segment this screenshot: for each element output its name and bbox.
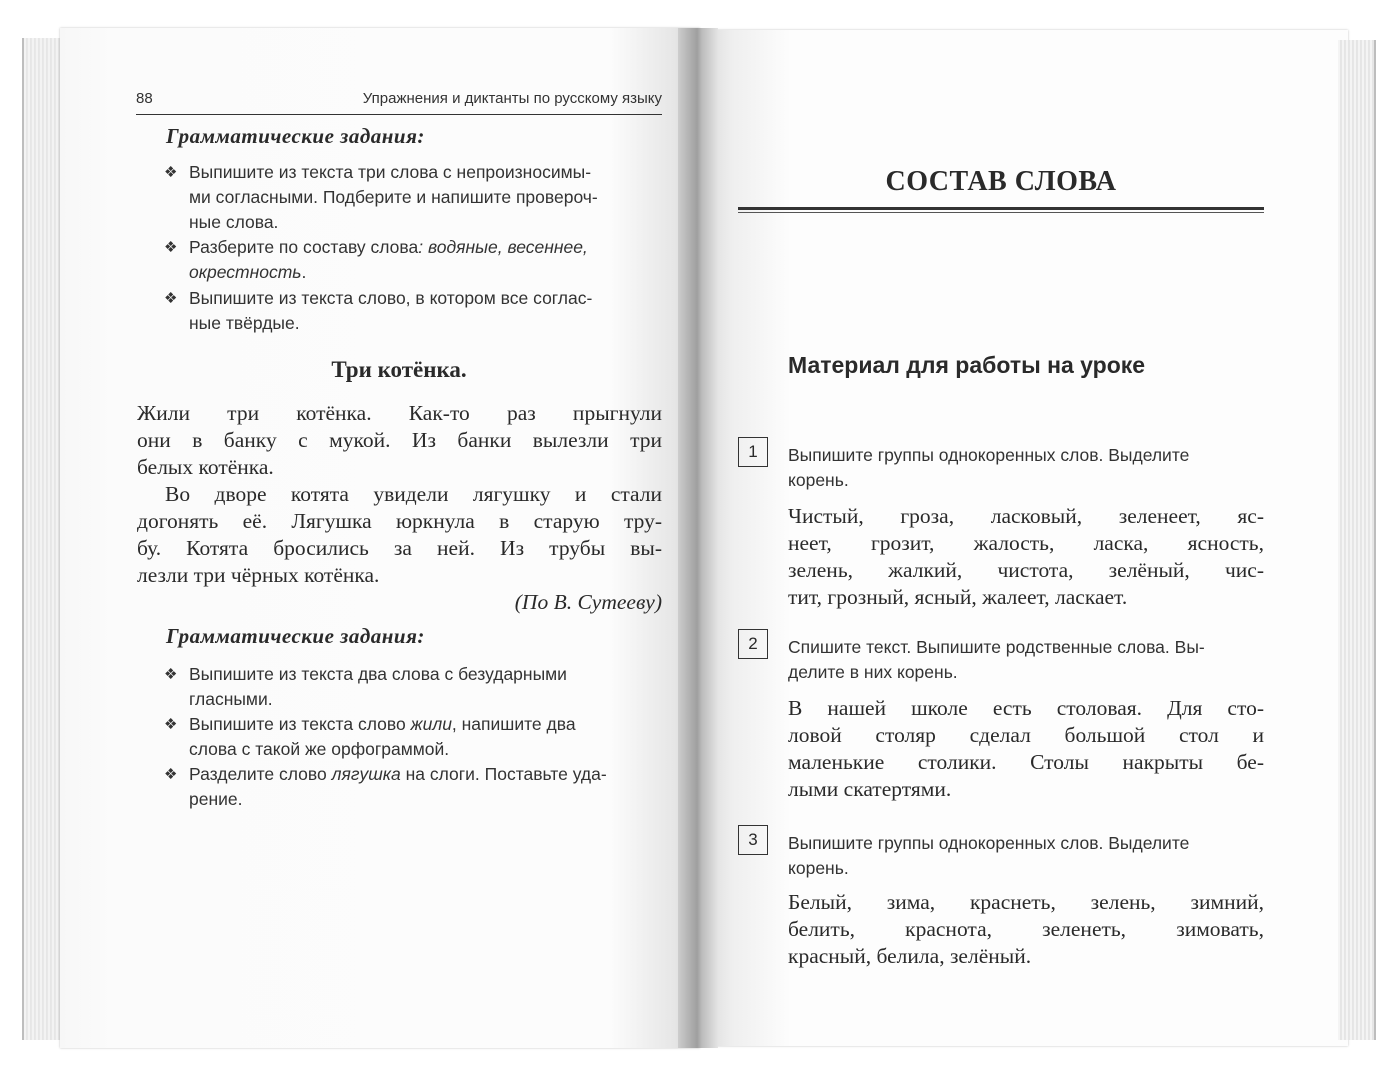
section-rule-thin (738, 212, 1264, 213)
grammar-tasks-heading-2: Грамматические задания: (166, 624, 425, 648)
story-author: (По В. Сутееву) (514, 590, 662, 614)
exercise-number-3: 3 (738, 825, 768, 855)
grammar-task-4: ❖ Выпишите из текста два слова с безударными гласными. (164, 664, 567, 709)
right-page-edges (1338, 40, 1376, 1040)
bullet-icon: ❖ (164, 164, 178, 181)
bullet-icon: ❖ (164, 290, 178, 307)
book-gutter (678, 28, 718, 1048)
grammar-task-5: ❖ Выпишите из текста слово жили, напишите два слова с такой же орфограммой. (164, 714, 576, 759)
bullet-icon: ❖ (164, 766, 178, 783)
grammar-task-6: ❖ Разделите слово лягушка на слоги. Поставьте уда- рение. (164, 764, 607, 809)
exercise-2-instruction: Спишите текст. Выпишите родственные слова. Вы- делите в них корень. (788, 637, 1205, 682)
exercise-3-instruction: Выпишите группы однокоренных слов. Выделите корень. (788, 833, 1190, 878)
exercise-1-words: Чистый, гроза, ласковый, зеленеет, яс- неет, грозит, жалость, ласка, ясность, зелень, жалкий, чистота, зелёный, чис- тит, грозный, ясный, жалеет, ласкает. (788, 504, 1264, 609)
page-number: 88 (136, 90, 153, 107)
story-text: Жили три котёнка. Как-то раз прыгнули они в банку с мукой. Из банки вылезли три белых котёнка. Во дворе котята увидели лягушку и стали догонять её. Лягушка юркнула в старую тру- бу. Котята бросились за ней. Из трубы вы- лезли три чёрных котёнка. (По В. Сутееву) (137, 401, 662, 614)
subsection-title: Материал для работы на уроке (788, 352, 1146, 378)
running-title: Упражнения и диктанты по русскому языку (362, 90, 662, 107)
exercise-3-words: Белый, зима, краснеть, зелень, зимний, белить, краснота, зеленеть, зимовать, красный, белила, зелёный. (788, 890, 1264, 968)
grammar-tasks-heading-1: Грамматические задания: (166, 124, 425, 148)
bullet-icon: ❖ (164, 239, 178, 256)
bullet-icon: ❖ (164, 666, 178, 683)
story-title: Три котёнка. (331, 357, 467, 382)
grammar-task-1: ❖ Выпишите из текста три слова с непроизносимы- ми согласными. Подберите и напишите провероч- ные слова. (164, 162, 598, 232)
section-rule (738, 207, 1264, 210)
section-title: СОСТАВ СЛОВА (885, 166, 1117, 197)
bullet-icon: ❖ (164, 716, 178, 733)
exercise-2-text: В нашей школе есть столовая. Для сто- ловой столяр сделал большой стол и маленькие столики. Столы накрыты бе- лыми скатертями. (788, 696, 1264, 801)
exercise-number-1: 1 (738, 437, 768, 467)
grammar-task-3: ❖ Выпишите из текста слово, в котором все соглас- ные твёрдые. (164, 288, 593, 333)
exercise-1-instruction: Выпишите группы однокоренных слов. Выделите корень. (788, 445, 1190, 490)
grammar-task-2: ❖ Разберите по составу слова: водяные, весеннее, окрестность. (164, 237, 588, 282)
running-head (136, 88, 662, 115)
exercise-number-2: 2 (738, 629, 768, 659)
